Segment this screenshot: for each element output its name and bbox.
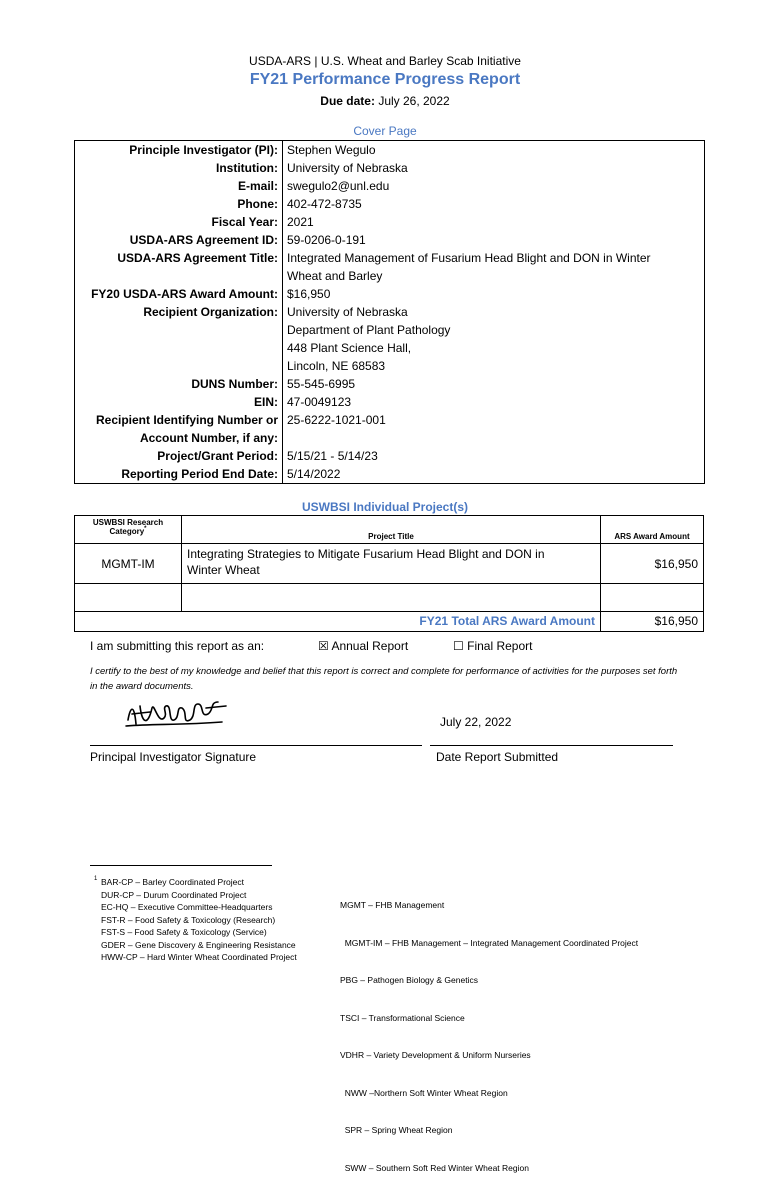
cover-value: 2021	[283, 213, 705, 231]
final-report-label: Final Report	[467, 639, 533, 653]
cover-label-line: Recipient Identifying Number or	[95, 413, 278, 427]
cover-label: FY20 USDA-ARS Award Amount:	[75, 285, 283, 303]
checkbox-checked-icon[interactable]: ☒	[318, 639, 329, 653]
cover-value-line: Department of Plant Pathology	[287, 323, 451, 337]
footnote-item: NWW –Northern Soft Winter Wheat Region	[340, 1087, 508, 1098]
cover-value	[283, 249, 705, 285]
total-row	[75, 612, 704, 632]
footnote-item: FST-S – Food Safety & Toxicology (Service)	[101, 927, 267, 937]
date-signature-line	[430, 745, 673, 746]
submission-prompt: I am submitting this report as an:	[90, 639, 265, 653]
footnote-item: SWW – Southern Soft Red Winter Wheat Region	[340, 1162, 529, 1173]
empty-cell	[182, 584, 601, 612]
cover-value: 59-0206-0-191	[283, 231, 705, 249]
cover-label: DUNS Number:	[75, 375, 283, 393]
cover-label: Institution:	[75, 159, 283, 177]
date-submitted-caption: Date Report Submitted	[436, 750, 559, 764]
total-amount: $16,950	[601, 612, 704, 632]
cover-row	[75, 195, 705, 213]
projects-table	[74, 515, 704, 632]
cover-value: Stephen Wegulo	[283, 141, 705, 160]
empty-cell	[601, 584, 704, 612]
cover-value: swegulo2@unl.edu	[283, 177, 705, 195]
cover-label: Reporting Period End Date:	[75, 465, 283, 484]
cover-row	[75, 285, 705, 303]
footnote-item: TSCI – Transformational Science	[340, 1012, 465, 1023]
cover-label-line: Account Number, if any:	[139, 431, 278, 445]
cover-row	[75, 249, 705, 285]
pi-signature-caption: Principal Investigator Signature	[90, 750, 257, 764]
pi-signature-line	[90, 745, 422, 746]
cover-label	[75, 411, 283, 447]
cover-value: 55-545-6995	[283, 375, 705, 393]
cover-row	[75, 447, 705, 465]
cover-label: Recipient Organization:	[75, 303, 283, 375]
footnote-marker: *	[144, 526, 147, 532]
cover-value: 402-472-8735	[283, 195, 705, 213]
col-header-category-line: USWBSI Research	[92, 518, 164, 527]
footnote-left-list	[101, 876, 297, 964]
footnote-item: HWW-CP – Hard Winter Wheat Coordinated Project	[101, 952, 297, 962]
cover-row	[75, 375, 705, 393]
cover-label: USDA-ARS Agreement Title:	[75, 249, 283, 285]
cover-value: 47-0049123	[283, 393, 705, 411]
cover-value: $16,950	[283, 285, 705, 303]
organization-line: USDA-ARS | U.S. Wheat and Barley Scab Initiative	[249, 54, 521, 68]
footnote-right-list	[340, 874, 638, 1199]
footnote-marker	[94, 874, 97, 887]
cover-label: EIN:	[75, 393, 283, 411]
footnote-item: GDER – Gene Discovery & Engineering Resistance	[101, 939, 296, 950]
cover-row	[75, 465, 705, 484]
cover-value: 5/15/21 - 5/14/23	[283, 447, 705, 465]
col-header-category-text: Category	[109, 527, 145, 536]
footnote-item: PBG – Pathogen Biology & Genetics	[340, 975, 478, 985]
empty-cell	[75, 584, 182, 612]
report-title: FY21 Performance Progress Report	[249, 71, 521, 88]
cover-page-title: Cover Page	[353, 124, 417, 138]
cover-value-line: Wheat and Barley	[287, 269, 383, 283]
signature-date: July 22, 2022	[440, 715, 512, 729]
cover-value: 25-6222-1021-001	[283, 411, 705, 447]
projects-header-row	[75, 516, 704, 544]
footnote-item: DUR-CP – Durum Coordinated Project	[101, 889, 247, 900]
cover-row	[75, 177, 705, 195]
cover-row	[75, 141, 705, 160]
footnote-item: FST-R – Food Safety & Toxicology (Research)	[101, 914, 276, 925]
final-report-option[interactable]	[453, 639, 532, 653]
project-row-empty	[75, 584, 704, 612]
cover-row	[75, 159, 705, 177]
footnote-item: MGMT – FHB Management	[340, 900, 445, 910]
project-row	[75, 544, 704, 584]
projects-section-title: USWBSI Individual Project(s)	[301, 500, 469, 514]
total-label: FY21 Total ARS Award Amount	[75, 612, 601, 632]
cover-value-line: 448 Plant Science Hall,	[287, 341, 412, 355]
signature-image	[122, 694, 232, 730]
footnote-marker-text: 1	[94, 876, 98, 882]
project-amount: $16,950	[601, 544, 704, 584]
cover-row	[75, 411, 705, 447]
due-date-label: Due date:	[320, 94, 375, 108]
cover-value-line: Integrated Management of Fusarium Head Blight and DON in Winter	[287, 251, 651, 265]
cover-label: E-mail:	[75, 177, 283, 195]
cover-table	[74, 140, 705, 484]
cover-row	[75, 303, 705, 375]
footnote-item: MGMT-IM – FHB Management – Integrated Management Coordinated Project	[340, 937, 639, 948]
certification-text: I certify to the best of my knowledge and belief that this report is correct and complete for performance of activities for the purposes set forth in the award documents.	[90, 666, 678, 692]
cover-label: Phone:	[75, 195, 283, 213]
footnote-item: BAR-CP – Barley Coordinated Project	[101, 877, 244, 887]
footnote-item: EC-HQ – Executive Committee-Headquarters	[101, 902, 273, 912]
cover-row	[75, 231, 705, 249]
cover-value	[283, 303, 705, 375]
cover-value: University of Nebraska	[283, 159, 705, 177]
cover-value-line: University of Nebraska	[287, 305, 408, 319]
col-header-amount: ARS Award Amount	[601, 516, 704, 544]
cover-label: USDA-ARS Agreement ID:	[75, 231, 283, 249]
footnote-item: SPR – Spring Wheat Region	[340, 1125, 453, 1135]
cover-row	[75, 213, 705, 231]
cover-label: Fiscal Year:	[75, 213, 283, 231]
checkbox-unchecked-icon[interactable]: ☐	[453, 639, 464, 653]
footnote-item: VDHR – Variety Development & Uniform Nurseries	[340, 1050, 531, 1060]
cover-label: Project/Grant Period:	[75, 447, 283, 465]
due-date	[0, 94, 770, 108]
col-header-title: Project Title	[182, 516, 601, 544]
due-date-value: July 26, 2022	[378, 94, 450, 108]
footnote-divider	[90, 865, 272, 866]
col-header-category-line	[80, 527, 176, 536]
cover-label: Principle Investigator (PI):	[75, 141, 283, 160]
cover-value-line: Lincoln, NE 68583	[287, 359, 386, 373]
project-title-line: Winter Wheat	[187, 563, 260, 577]
annual-report-label: Annual Report	[331, 639, 409, 653]
project-title-line: Integrating Strategies to Mitigate Fusarium Head Blight and DON in	[187, 547, 545, 561]
project-category: MGMT-IM	[75, 544, 182, 584]
cover-row	[75, 393, 705, 411]
col-header-category	[75, 516, 182, 544]
cover-value: 5/14/2022	[283, 465, 705, 484]
project-title	[182, 544, 601, 584]
annual-report-option[interactable]	[318, 639, 408, 653]
